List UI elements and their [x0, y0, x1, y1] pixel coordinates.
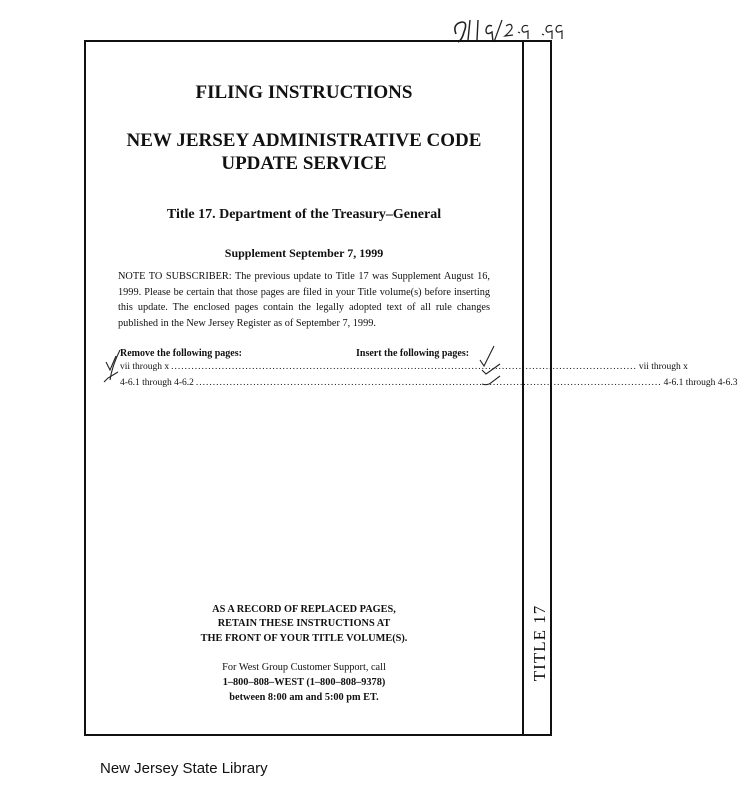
leader-dots: ..........................................................................................................................................: [171, 362, 637, 372]
footer-library-name: New Jersey State Library: [100, 760, 268, 777]
remove-pages-value: 4-6.1 through 4-6.2: [120, 378, 194, 388]
leader-dots: ..........................................................................................................................................: [195, 378, 662, 388]
document-title: FILING INSTRUCTIONS: [195, 82, 413, 103]
support-line1: For West Group Customer Support, call: [222, 662, 386, 673]
document-subtitle-line1: NEW JERSEY ADMINISTRATIVE CODE: [126, 130, 482, 151]
subscriber-note: NOTE TO SUBSCRIBER: The previous update to Title 17 was Supplement August 16, 1999. Please be certain that those pages are filed in your Title volume(s) before inserting this update. The enclosed pages contain the legally adopted text of all rule changes published in the New Jersey Register as of September 7, 1999.: [118, 271, 490, 329]
support-phone: 1–800–808–WEST (1–800–808–9378): [222, 677, 386, 688]
insert-pages-value: 4-6.1 through 4-6.3: [663, 378, 738, 388]
support-hours: between 8:00 am and 5:00 pm ET.: [229, 692, 379, 703]
remove-pages-header: Remove the following pages:: [120, 348, 242, 359]
title-line: Title 17. Department of the Treasury–General: [166, 207, 442, 222]
supplement-date: Supplement September 7, 1999: [224, 246, 384, 260]
record-notice-line2: RETAIN THESE INSTRUCTIONS AT: [217, 618, 391, 629]
record-notice-line1: AS A RECORD OF REPLACED PAGES,: [212, 604, 396, 615]
spine-label: TITLE 17: [530, 604, 549, 682]
insert-pages-value: vii through x: [638, 362, 688, 372]
document-subtitle-line2: UPDATE SERVICE: [221, 153, 387, 174]
record-notice-line3: THE FRONT OF YOUR TITLE VOLUME(S).: [200, 633, 408, 644]
remove-pages-value: vii through x: [120, 362, 170, 372]
handwritten-check-marks: [100, 340, 520, 400]
insert-pages-header: Insert the following pages:: [356, 348, 470, 359]
